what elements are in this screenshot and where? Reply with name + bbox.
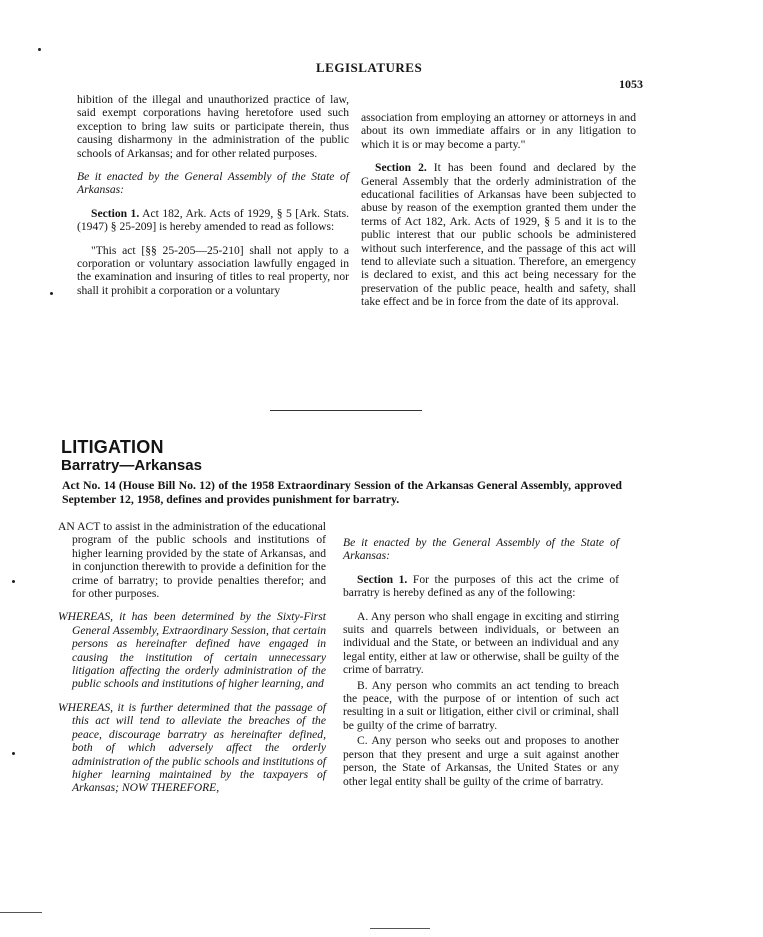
paragraph-text: It has been found and declared by the General Assembly that the orderly administration of the educational facilities of Arkansas have been subjected to abuse by reason of the exemption granted them under the terms of Act 182, Ark. Acts of 1929, § 5 and it is to the public interest that our public schools be administered without such interference, and the passage of this act will tend to alleviate such a situation. Therefore, an emergency is declared to exist, and this act being necessary for the preservation of the public peace, health and safety, shall take effect and be in force from the date of its approval. <box>361 161 636 309</box>
bottom-left-column <box>58 520 326 805</box>
preamble: AN ACT to assist in the administration of the educational program of the public schools and institutions of higher learning provided by the state of Arkansas, and in conjunction therewith to provide a definition for the crime of barratry; to provide penalties therefor; and for other purposes. <box>58 520 326 601</box>
definition-c: C. Any person who seeks out and proposes to another person that they present and urge a suit against another person, the State of Arkansas, the United States or any other legal entity shall be guilty of the crime of barratry. <box>343 734 619 788</box>
running-head: LEGISLATURES <box>316 60 423 75</box>
definition-b: B. Any person who commits an act tending to breach the peace, with the purpose of or intention of such act resulting in a suit or litigation, either civil or criminal, shall be guilty of the crime of barratry. <box>343 678 619 732</box>
section-subtitle: Barratry—Arkansas <box>61 457 202 474</box>
scan-speck <box>38 48 41 51</box>
page-number: 1053 <box>619 77 643 91</box>
section-title: LITIGATION <box>61 437 164 457</box>
paragraph-text: For the purposes of this act the crime of barratry is hereby defined as any of the following: <box>343 572 619 600</box>
paragraph: "This act [§§ 25-205—25-210] shall not apply to a corporation or voluntary association lawfully engaged in the examination and insuring of titles to real property, nor shall it prohibit a corporation or a voluntary <box>77 243 349 297</box>
paragraph: hibition of the illegal and unauthorized practice of law, said exempt corporations having heretofore used such exception to bring law suits or participate therein, thus causing disharmony in the administration of the public schools of Arkansas; and for other related purposes. <box>77 93 349 160</box>
section-label: Section 1. <box>357 572 408 586</box>
scan-edge-line <box>370 928 430 929</box>
paragraph-text: Act 182, Ark. Acts of 1929, § 5 [Ark. Stats. (1947) § 25-209] is hereby amended to read as follows: <box>77 206 349 234</box>
paragraph <box>77 207 349 234</box>
top-left-column <box>77 93 349 307</box>
whereas-clause: WHEREAS, it has been determined by the Sixty-First General Assembly, Extraordinary Session, that certain persons as hereinafter defined have engaged in causing the institution of certain unnecessary litigation affecting the orderly administration of the public schools and institutions of higher learning, and <box>58 610 326 691</box>
bottom-right-column <box>343 536 619 798</box>
definition-a: A. Any person who shall engage in exciting and stirring suits and quarrels between individuals, or between an individual and the State, or between an individual and any legal entity, either at law or otherwise, shall be guilty of the crime of barratry. <box>343 609 619 677</box>
section-divider <box>270 410 422 411</box>
whereas-clause: WHEREAS, it is further determined that the passage of this act will tend to alleviate the breaches of the peace, discourage barratry as hereinafter defined, both of which adversely affect the orderly administration of the public schools and institutions of higher learning maintained by the taxpayers of Arkansas; NOW THEREFORE, <box>58 700 326 795</box>
top-right-column <box>361 111 636 319</box>
enacting-clause: Be it enacted by the General Assembly of the State of Arkansas: <box>77 170 349 197</box>
paragraph: association from employing an attorney or attorneys in and about its own immediate affairs or in any litigation to which it is or may become a party." <box>361 111 636 151</box>
enacting-clause: Be it enacted by the General Assembly of the State of Arkansas: <box>343 536 619 563</box>
scan-speck <box>50 292 53 295</box>
paragraph <box>361 161 636 308</box>
paragraph <box>343 573 619 600</box>
section-label: Section 1. <box>91 206 140 220</box>
scan-speck <box>12 752 15 755</box>
scan-edge-line <box>0 912 42 913</box>
act-heading: Act No. 14 (House Bill No. 12) of the 1958 Extraordinary Session of the Arkansas General Assembly, approved September 12, 1958, defines and provides punishment for barratry. <box>62 478 622 506</box>
scan-speck <box>12 580 15 583</box>
section-label: Section 2. <box>375 161 427 175</box>
